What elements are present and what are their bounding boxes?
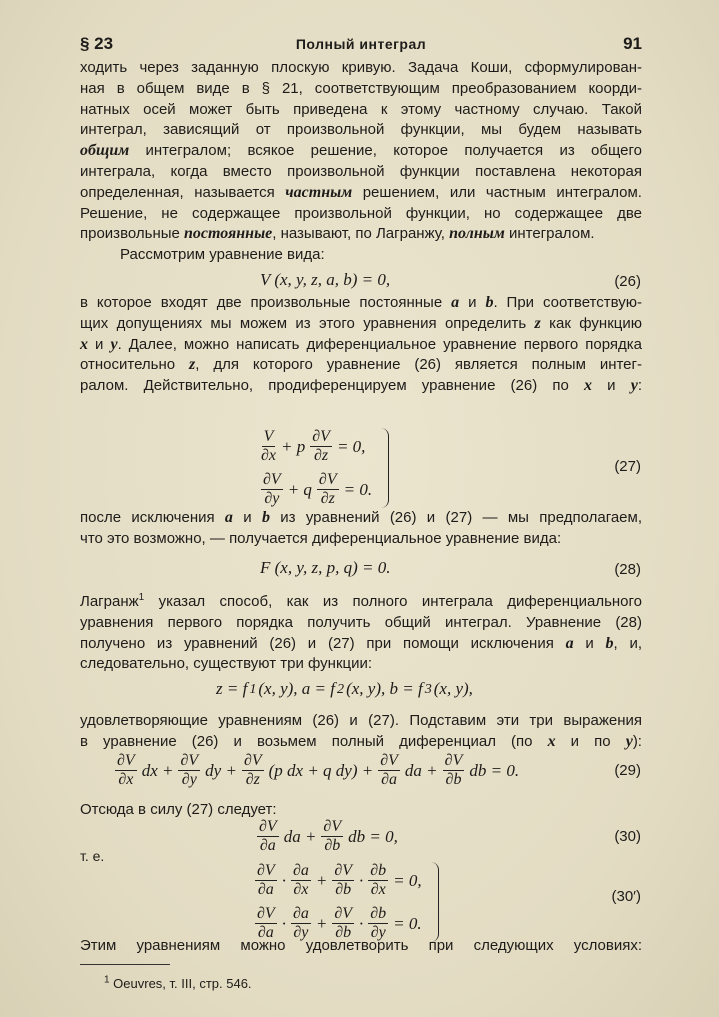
text-line	[80, 335, 642, 356]
emphasized-term: z	[189, 356, 196, 374]
text-line	[80, 141, 642, 162]
abbreviation-that-is: т. е.	[80, 848, 105, 864]
text-line	[80, 936, 642, 957]
equation-row	[258, 471, 374, 508]
emphasized-term: постоянные	[184, 225, 273, 243]
text-line	[80, 293, 642, 314]
text-segment: , для которого уравнение (26) является полным интег-	[195, 356, 642, 374]
text-segment: произвольные	[80, 225, 185, 243]
text-line	[80, 592, 642, 613]
equation-number-26: (26)	[614, 273, 641, 290]
math-text: dx +	[141, 760, 174, 780]
text-segment: относительно	[80, 356, 190, 374]
math-text: +	[315, 870, 328, 890]
denominator: ∂x	[370, 881, 386, 898]
text-segment: Решение, не содержащее произвольной функции, но содержащее две	[80, 204, 642, 222]
math-subscript: 1	[249, 680, 257, 697]
text-segment: ралом. Действительно, продиференцируем уравнение (26) по	[80, 377, 585, 395]
numerator: ∂V	[257, 862, 275, 879]
text-segment: следовательно, существуют три функции:	[80, 655, 373, 673]
emphasized-term: z	[534, 314, 541, 332]
denominator: ∂y	[370, 924, 386, 941]
text-segment: что это возможно, — получается диференциальное уравнение вида:	[80, 529, 562, 547]
equation-row	[252, 862, 424, 899]
numerator: ∂V	[323, 818, 342, 835]
equation-26	[258, 270, 392, 290]
emphasized-term: y	[630, 377, 638, 395]
text-segment: ходить через заданную плоскую кривую. Задача Коши, сформулирован-	[80, 59, 642, 76]
denominator: ∂z	[314, 447, 329, 464]
numerator: ∂a	[292, 862, 309, 879]
text-line	[80, 508, 642, 529]
equation-row	[258, 428, 374, 465]
emphasized-term: a	[224, 509, 233, 526]
paragraph-substitute	[80, 711, 642, 753]
equation-27	[258, 428, 389, 508]
numerator: ∂V	[117, 752, 135, 769]
math-text: da +	[404, 760, 438, 780]
paragraph-consider	[80, 245, 642, 266]
footnote-divider	[80, 964, 170, 965]
math-text: (x, y),	[433, 679, 473, 698]
emphasized-term: полным	[449, 225, 505, 243]
fraction	[310, 428, 332, 465]
text-line	[80, 245, 642, 266]
denominator: ∂b	[445, 771, 462, 788]
text-segment: и	[459, 294, 486, 311]
paragraph-lagrange	[80, 592, 642, 675]
text-segment: и по	[555, 732, 626, 750]
equation-30	[254, 818, 400, 855]
text-segment: , и,	[613, 634, 642, 652]
emphasized-term: b	[605, 634, 614, 652]
text-segment: натных осей может быть приведена к этому частному случаю. Такой	[80, 100, 642, 118]
text-segment: удовлетворяющие уравнениям (26) и (27). Подставим эти три выражения	[80, 712, 642, 729]
text-line	[80, 183, 642, 204]
text-line	[80, 732, 642, 753]
math-subscript: 2	[337, 680, 345, 697]
text-segment: указал способ, как из полного интеграла диференциального	[144, 593, 642, 610]
text-segment: ):	[632, 732, 642, 750]
text-segment: , называют, по Лагранжу,	[272, 225, 450, 243]
fraction	[255, 862, 277, 899]
text-segment: в уравнение (26) и возьмем полный диференциал (по	[80, 732, 548, 750]
numerator: V	[263, 428, 274, 445]
text-line	[80, 355, 642, 376]
fraction	[257, 818, 279, 855]
text-line	[80, 711, 642, 732]
denominator: ∂b	[335, 881, 352, 898]
emphasized-term: y	[110, 335, 118, 353]
text-segment: интеграла, когда вместо произвольной функции поставлена некоторая	[80, 162, 642, 180]
math-text: F (x, y, z, p, q) = 0.	[260, 558, 391, 577]
numerator: ∂V	[380, 752, 398, 769]
footnote-reference: 1	[138, 592, 145, 603]
equation-28	[258, 558, 392, 578]
numerator: ∂V	[334, 905, 353, 922]
section-number: § 23	[80, 34, 114, 53]
denominator: ∂z	[320, 490, 335, 507]
numerator: ∂V	[243, 752, 262, 769]
equation-number-27: (27)	[614, 458, 641, 475]
denominator: ∂x	[261, 447, 277, 464]
emphasized-term: a	[451, 294, 460, 311]
denominator: ∂b	[335, 924, 352, 941]
text-segment: Этим уравнениям можно удовлетворить при следующих условиях:	[80, 937, 642, 954]
paragraph-constants	[80, 293, 642, 397]
text-segment: и	[88, 335, 111, 353]
math-text: ·	[359, 870, 364, 890]
emphasized-term: b	[485, 294, 494, 311]
paragraph-general-integral	[80, 58, 642, 245]
numerator: ∂V	[444, 752, 463, 769]
fraction	[321, 818, 343, 855]
fraction	[317, 471, 339, 508]
denominator: ∂a	[257, 924, 274, 941]
text-segment: получено из уравнений (26) и (27) при помощи исключения	[80, 634, 566, 652]
text-segment: Лагранж	[80, 593, 139, 610]
math-text: ·	[281, 870, 286, 890]
fraction	[378, 752, 400, 789]
text-segment: интеграл, зависящий от произвольной функции, мы будем называть	[80, 121, 642, 139]
footnote-text: Oeuvres, т. III, стр. 546.	[109, 976, 252, 991]
numerator: ∂V	[257, 905, 275, 922]
math-subscript: 3	[424, 680, 432, 697]
footnote	[104, 976, 252, 991]
text-line	[80, 162, 642, 183]
emphasized-term: общим	[80, 142, 130, 160]
denominator: ∂x	[293, 881, 309, 898]
text-line	[80, 120, 642, 141]
math-text: dy +	[205, 760, 237, 780]
equation-system	[258, 428, 389, 508]
text-line	[80, 58, 642, 79]
numerator: ∂V	[334, 862, 353, 879]
fraction	[261, 428, 276, 465]
paragraph-elimination	[80, 508, 642, 550]
denominator: ∂b	[324, 837, 341, 854]
math-text: = 0,	[393, 870, 422, 890]
denominator: ∂x	[118, 771, 134, 788]
page-number: 91	[623, 34, 642, 53]
text-segment: Отсюда в силу (27) следует:	[80, 801, 277, 818]
text-line	[80, 654, 642, 675]
denominator: ∂a	[259, 837, 276, 854]
footnote-mark: 1	[104, 974, 110, 986]
fraction	[332, 862, 354, 899]
equation-number-28: (28)	[614, 561, 641, 578]
emphasized-term: a	[565, 634, 574, 652]
equation-system	[252, 862, 439, 942]
equation-functions	[214, 679, 475, 699]
emphasized-term: b	[261, 509, 270, 526]
text-segment: интегралом.	[504, 225, 595, 243]
text-segment: из уравнений (26) и (27) — мы предполагаем,	[269, 509, 642, 526]
emphasized-term: x	[80, 335, 88, 353]
text-line	[80, 314, 642, 335]
emphasized-term: x	[584, 377, 593, 395]
math-text: db = 0,	[348, 826, 398, 846]
text-segment: как функцию	[540, 314, 642, 332]
math-text: (x, y), a = f	[258, 679, 335, 698]
paragraph-conditions	[80, 936, 642, 957]
text-line	[80, 100, 642, 121]
numerator: ∂b	[370, 862, 387, 879]
numerator: ∂V	[263, 471, 281, 488]
text-segment: ная в общем виде в § 21, соответствующим преобразованием коорди-	[80, 79, 642, 97]
text-line	[80, 376, 642, 397]
emphasized-term: y	[625, 732, 633, 750]
fraction	[242, 752, 264, 789]
numerator: ∂V	[312, 428, 330, 445]
equation-29	[112, 752, 521, 789]
denominator: ∂a	[257, 881, 274, 898]
denominator: ∂a	[381, 771, 398, 788]
math-text: = 0,	[336, 436, 366, 456]
equation-number-30-prime: (30′)	[611, 888, 641, 905]
fraction	[443, 752, 465, 789]
equation-number-29: (29)	[614, 762, 641, 779]
text-segment: Рассмотрим уравнение вида:	[120, 246, 325, 263]
math-text: = 0.	[343, 479, 373, 499]
fraction	[261, 471, 283, 508]
text-segment: :	[637, 377, 642, 395]
emphasized-term: частным	[285, 183, 353, 201]
text-segment: щих допущениях мы можем из этого уравнения определить	[80, 314, 535, 332]
numerator: ∂b	[370, 905, 387, 922]
text-segment: определенная, называется	[80, 183, 286, 201]
math-text: (x, y), b = f	[346, 679, 423, 698]
text-segment: после исключения	[80, 509, 225, 526]
math-text: = 0.	[393, 913, 422, 933]
text-segment: и	[592, 377, 631, 395]
equation-number-30: (30)	[614, 828, 641, 845]
numerator: ∂V	[318, 471, 337, 488]
text-segment: в которое входят две произвольные постоянные	[80, 294, 452, 311]
text-segment: уравнения первого порядка получить общий интеграл. Уравнение (28)	[80, 613, 642, 631]
text-segment: . При соответствую-	[493, 294, 643, 311]
text-line	[80, 529, 642, 550]
text-line	[80, 79, 642, 100]
numerator: ∂a	[292, 905, 309, 922]
math-text: (p dx + q dy) +	[268, 760, 374, 780]
math-text: da +	[283, 826, 317, 846]
text-segment: интегралом; всякое решение, которое получается из общего	[129, 142, 642, 160]
math-text: + q	[287, 479, 312, 499]
text-line	[80, 204, 642, 225]
text-segment: и	[573, 634, 606, 652]
emphasized-term: x	[547, 732, 556, 750]
text-segment: и	[232, 509, 262, 526]
text-line	[80, 613, 642, 634]
text-segment: . Далее, можно написать диференциальное уравнение первого порядка	[117, 335, 642, 353]
text-line	[80, 634, 642, 655]
math-text: z = f	[216, 679, 248, 698]
running-header	[80, 34, 642, 58]
fraction	[115, 752, 137, 789]
math-text: ·	[359, 913, 364, 933]
fraction	[178, 752, 200, 789]
fraction	[291, 862, 311, 899]
denominator: ∂y	[181, 771, 197, 788]
equation-30-prime	[252, 862, 439, 942]
numerator: ∂V	[259, 818, 277, 835]
denominator: ∂y	[264, 490, 280, 507]
math-text: db = 0.	[469, 760, 520, 780]
math-text: ·	[281, 913, 286, 933]
numerator: ∂V	[180, 752, 199, 769]
text-line	[80, 224, 642, 245]
denominator: ∂y	[293, 924, 309, 941]
math-text: V (x, y, z, a, b) = 0,	[260, 270, 391, 289]
text-segment: решением, или частным интегралом.	[352, 183, 642, 201]
denominator: ∂z	[245, 771, 260, 788]
math-text: + p	[281, 436, 306, 456]
fraction	[368, 862, 388, 899]
running-title: Полный интеграл	[295, 36, 427, 52]
math-text: +	[315, 913, 328, 933]
